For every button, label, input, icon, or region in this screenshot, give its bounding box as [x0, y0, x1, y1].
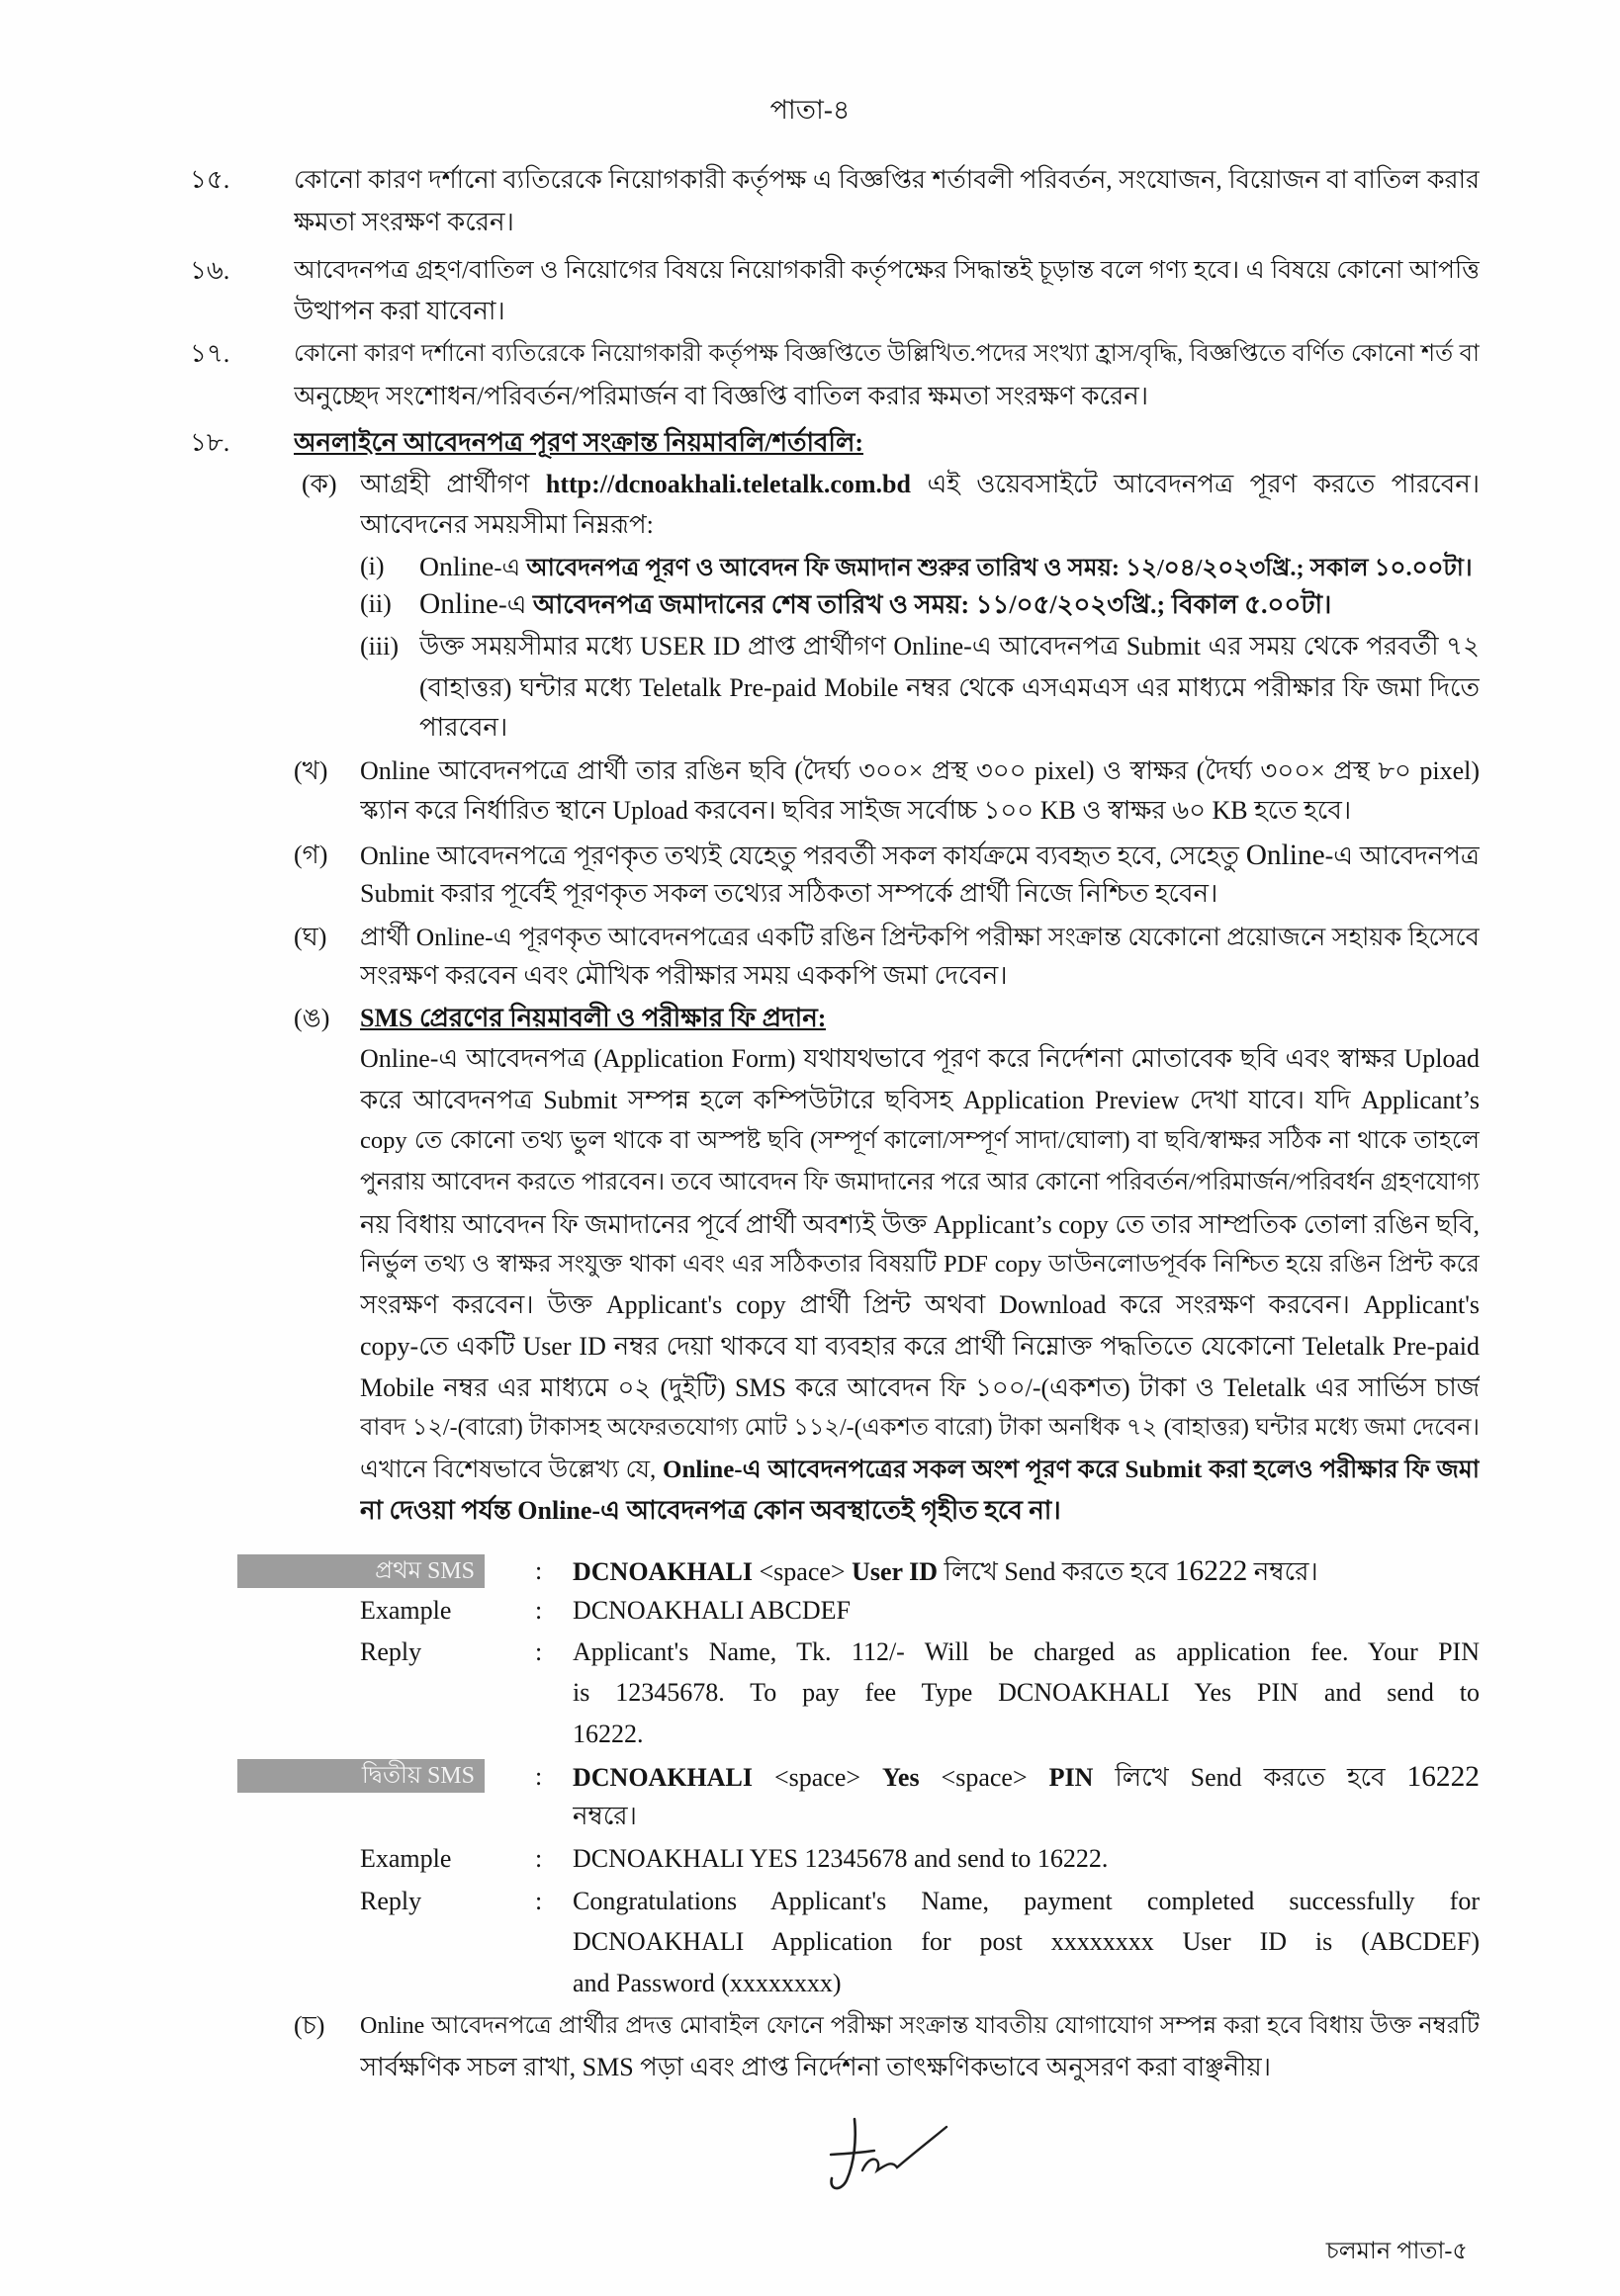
bold-text-run: User ID: [852, 1557, 938, 1586]
first-sms-format: [573, 1551, 1480, 1591]
item-16-number: ১৬.: [190, 256, 230, 285]
sms-paragraph-line-11: [360, 1451, 1480, 1490]
sub-item-ga-label: (গ): [294, 840, 328, 869]
sub-item-ka-label: (ক): [302, 470, 337, 498]
roman-iii-label: (iii): [360, 632, 399, 661]
sms-paragraph-line-6: নির্ভুল তথ্য ও স্বাক্ষর সংযুক্ত থাকা এবং এর সঠিকতার বিষয়টি PDF copy ডাউনলোডপূর্বক নিশ্চিত হয়ে রঙিন প্রিন্ট করে: [360, 1251, 1480, 1278]
sub-item-gha-label: (ঘ): [294, 923, 327, 951]
text-run: লিখে Send করতে হবে: [1093, 1763, 1407, 1792]
sms-paragraph-line-3: copy তে কোনো তথ্য ভুল থাকে বা অস্পষ্ট ছবি (সম্পূর্ণ কালো/সম্পূর্ণ সাদা/ঘোলা) বা ছবি/স্বাক্ষর সঠিক না থাকে তাহলে: [360, 1127, 1480, 1154]
application-end-date: [419, 584, 1480, 624]
large-text-run: Online: [419, 551, 495, 581]
first-sms-colon: :: [535, 1556, 543, 1585]
first-reply-colon: :: [535, 1637, 543, 1666]
sub-item-cha-label: (চ): [294, 2011, 325, 2040]
bold-text-run: আবেদনপত্র জমাদানের শেষ তারিখ ও সময়: ১১/০৫/২০২৩খ্রি.; বিকাল ৫.০০টা।: [532, 590, 1332, 619]
item-17-line-1: কোনো কারণ দর্শানো ব্যতিরেকে নিয়োগকারী কর্তৃপক্ষ বিজ্ঞপ্তিতে উল্লিখিত.পদের সংখ্যা হ্রাস/বৃদ্ধি, বিজ্ঞপ্তিতে বর্ণিত কোনো শর্ত বা: [294, 341, 1480, 367]
roman-iii-line-2: (বাহাত্তর) ঘন্টার মধ্যে Teletalk Pre-paid Mobile নম্বর থেকে এসএমএস এর মাধ্যমে পরীক্ষার ফি জমা দিতে: [419, 673, 1480, 702]
item-18-number: ১৮.: [190, 428, 230, 457]
sms-paragraph-line-10: বাবদ ১২/-(বারো) টাকাসহ অফেরতযোগ্য মোট ১১২/-(একশত বারো) টাকা অনধিক ৭২ (বাহাত্তর) ঘন্টার মধ্যে জমা দেবেন।: [360, 1415, 1480, 1441]
second-reply-label: Reply: [360, 1887, 422, 1915]
text-run: -এ আবেদনপত্র: [1324, 841, 1480, 870]
page-header: পাতা-৪: [769, 95, 851, 125]
second-reply-line-3: and Password (xxxxxxxx): [573, 1969, 842, 1997]
bold-text-run: আবেদনপত্র পূরণ ও আবেদন ফি জমাদান শুরুর তারিখ ও সময়: ১২/০৪/২০২৩খ্রি.; সকাল ১০.০০টা।: [526, 555, 1473, 581]
bold-text-run: PIN: [1048, 1763, 1094, 1792]
second-reply-colon: :: [535, 1887, 543, 1915]
text-run: Online আবেদনপত্রে পূরণকৃত তথ্যই যেহেতু পরবর্তী সকল কার্যক্রমে ব্যবহৃত হবে, সেহেতু: [360, 841, 1246, 870]
text-run: <space>: [919, 1763, 1049, 1792]
first-example-label: Example: [360, 1596, 452, 1625]
item-17-number: ১৭.: [190, 339, 230, 368]
bold-text-run: Online-এ আবেদনপত্রের সকল অংশ পূরণ করে Submit করা হলেও পরীক্ষার ফি জমা: [663, 1457, 1480, 1483]
roman-i-label: (i): [360, 552, 385, 580]
roman-iii-line-3: পারবেন।: [419, 713, 508, 742]
item-16-line-2: উত্থাপন করা যাবেনা।: [294, 297, 505, 325]
first-reply-line-3: 16222.: [573, 1720, 644, 1748]
second-reply-line-2: DCNOAKHALI Application for post xxxxxxxx User ID is (ABCDEF): [573, 1927, 1480, 1956]
sms-paragraph-line-5: নয় বিধায় আবেদন ফি জমাদানের পূর্বে প্রার্থী অবশ্যই উক্ত Applicant’s copy তে তার সাম্প্রতিক তোলা রঙিন ছবি,: [360, 1210, 1480, 1239]
first-example-colon: :: [535, 1596, 543, 1625]
first-example-value: DCNOAKHALI ABCDEF: [573, 1596, 851, 1625]
sub-item-kha-line-2: স্ক্যান করে নির্ধারিত স্থানে Upload করবেন। ছবির সাইজ সর্বোচ্চ ১০০ KB ও স্বাক্ষর ৬০ KB হতে হবে।: [360, 796, 1352, 825]
sms-paragraph-line-9: Mobile নম্বর এর মাধ্যমে ০২ (দুইটি) SMS করে আবেদন ফি ১০০/-(একশত) টাকা ও Teletalk এর সার্ভিস চার্জ: [360, 1373, 1480, 1402]
item-17-line-2: অনুচ্ছেদ সংশোধন/পরিবর্তন/পরিমার্জন বা বিজ্ঞপ্তি বাতিল করার ক্ষমতা সংরক্ষণ করেন।: [294, 382, 1149, 410]
application-start-date: [419, 547, 1480, 586]
first-reply-label: Reply: [360, 1637, 422, 1666]
text-run: -এ: [494, 555, 527, 581]
sms-paragraph-line-8: copy-তে একটি User ID নম্বর দেয়া থাকবে যা ব্যবহার করে প্রার্থী নিম্নোক্ত পদ্ধতিতে যেকোনো Teletalk Pre-paid: [360, 1332, 1480, 1361]
text-run: লিখে Send করতে হবে: [938, 1557, 1175, 1586]
first-reply-line-2: is 12345678. To pay fee Type DCNOAKHALI Yes PIN and send to: [573, 1678, 1480, 1707]
text-run: <space>: [753, 1557, 853, 1586]
second-example-value: DCNOAKHALI YES 12345678 and send to 16222.: [573, 1844, 1109, 1873]
text-run: এখানে বিশেষভাবে উল্লেখ্য যে,: [360, 1457, 664, 1483]
text-run: আগ্রহী প্রার্থীগণ: [360, 470, 546, 498]
sub-item-kha-line-1: Online আবেদনপত্রে প্রার্থী তার রঙিন ছবি (দৈর্ঘ্য ৩০০× প্রস্থ ৩০০ pixel) ও স্বাক্ষর (দৈর্ঘ্য ৩০০× প্রস্থ ৮০ pixel): [360, 756, 1480, 785]
roman-iii-line-1: উক্ত সময়সীমার মধ্যে USER ID প্রাপ্ত প্রার্থীগণ Online-এ আবেদনপত্র Submit এর সময় থেকে পরবর্তী ৭২: [419, 632, 1480, 661]
text-run: <space>: [753, 1763, 883, 1792]
item-15-number: ১৫.: [190, 165, 230, 194]
item-15-line-2: ক্ষমতা সংরক্ষণ করেন।: [294, 208, 514, 236]
second-reply-line-1: Congratulations Applicant's Name, payment completed successfully for: [573, 1887, 1480, 1915]
sub-item-kha-label: (খ): [294, 756, 328, 785]
item-18-heading: অনলাইনে আবেদনপত্র পূরণ সংক্রান্ত নিয়মাবলি/শর্তাবলি:: [294, 428, 863, 457]
sub-item-cha-line-1: Online আবেদনপত্রে প্রার্থীর প্রদত্ত মোবাইল ফোনে পরীক্ষা সংক্রান্ত যাবতীয় যোগাযোগ সম্পন্ন করা হবে বিধায় উক্ত নম্বরটি: [360, 2013, 1480, 2039]
sub-item-ga-line-2: Submit করার পূর্বেই পূরণকৃত সকল তথ্যের সঠিকতা সম্পর্কে প্রার্থী নিজে নিশ্চিত হবেন।: [360, 879, 1218, 908]
signature: [821, 2111, 949, 2202]
sub-item-ka-line-2: আবেদনের সময়সীমা নিম্নরূপ:: [360, 510, 654, 539]
item-16-line-1: আবেদনপত্র গ্রহণ/বাতিল ও নিয়োগের বিষয়ে নিয়োগকারী কর্তৃপক্ষের সিদ্ধান্তই চূড়ান্ত বলে গণ্য হবে। এ বিষয়ে কোনো আপত্তি: [294, 257, 1480, 284]
sub-item-ga-line-1: [360, 836, 1480, 875]
sms-rules-heading: SMS প্রেরণের নিয়মাবলী ও পরীক্ষার ফি প্রদান:: [360, 1004, 827, 1032]
second-sms-format-line-2: নম্বরে।: [573, 1802, 637, 1830]
bold-text-run: Yes: [882, 1763, 920, 1792]
bold-text-run: http://dcnoakhali.teletalk.com.bd: [545, 470, 911, 498]
large-text-run: 16222: [1174, 1555, 1248, 1587]
sms-paragraph-line-2: করে আবেদনপত্র Submit সম্পন্ন হলে কম্পিউটারে ছবিসহ Application Preview দেখা যাবে। যদি Applicant’s: [360, 1086, 1480, 1114]
large-text-run: 16222: [1406, 1761, 1480, 1793]
second-example-label: Example: [360, 1844, 452, 1873]
second-sms-label: দ্বিতীয় SMS: [237, 1759, 485, 1793]
sub-item-umo-label: (ঙ): [294, 1004, 330, 1032]
sms-paragraph-line-1: Online-এ আবেদনপত্র (Application Form) যথাযথভাবে পূরণ করে নির্দেশনা মোতাবেক ছবি এবং স্বাক্ষর Upload: [360, 1044, 1480, 1073]
second-sms-colon: :: [535, 1762, 543, 1791]
page-footer: চলমান পাতা-৫: [1325, 2239, 1468, 2264]
roman-ii-label: (ii): [360, 589, 392, 618]
first-sms-label: প্রথম SMS: [237, 1554, 485, 1588]
text-run: -এ: [497, 590, 533, 619]
sms-paragraph-line-7: সংরক্ষণ করবেন। উক্ত Applicant's copy প্রার্থী প্রিন্ট অথবা Download করে সংরক্ষণ করবেন। Applicant's: [360, 1290, 1480, 1319]
sms-paragraph-line-12: না দেওয়া পর্যন্ত Online-এ আবেদনপত্র কোন অবস্থাতেই গৃহীত হবে না।: [360, 1496, 1061, 1525]
large-text-run: Online: [1245, 839, 1325, 871]
second-sms-format-line-1: [573, 1757, 1480, 1797]
text-run: এই ওয়েবসাইটে আবেদনপত্র পূরণ করতে পারবেন।: [910, 470, 1480, 498]
second-example-colon: :: [535, 1844, 543, 1873]
bold-text-run: DCNOAKHALI: [573, 1763, 754, 1792]
large-text-run: Online: [419, 588, 498, 620]
sub-item-gha-line-1: প্রার্থী Online-এ পূরণকৃত আবেদনপত্রের একটি রঙিন প্রিন্টকপি পরীক্ষা সংক্রান্ত যেকোনো প্রয়োজনে সহায়ক হিসেবে: [360, 923, 1480, 951]
bold-text-run: DCNOAKHALI: [573, 1557, 754, 1586]
sms-paragraph-line-4: পুনরায় আবেদন করতে পারবেন। তবে আবেদন ফি জমাদানের পরে আর কোনো পরিবর্তন/পরিমার্জন/পরিবর্ধন গ্রহণযোগ্য: [360, 1169, 1480, 1195]
first-reply-line-1: Applicant's Name, Tk. 112/- Will be charged as application fee. Your PIN: [573, 1637, 1480, 1666]
item-15-line-1: কোনো কারণ দর্শানো ব্যতিরেকে নিয়োগকারী কর্তৃপক্ষ এ বিজ্ঞপ্তির শর্তাবলী পরিবর্তন, সংযোজন, বিয়োজন বা বাতিল করার: [294, 165, 1480, 194]
sub-item-cha-line-2: সার্বক্ষণিক সচল রাখা, SMS পড়া এবং প্রাপ্ত নির্দেশনা তাৎক্ষণিকভাবে অনুসরণ করা বাঞ্ছনীয়।: [360, 2053, 1272, 2081]
sub-item-ka-line-1: [360, 465, 1480, 504]
text-run: নম্বরে।: [1247, 1557, 1318, 1586]
sub-item-gha-line-2: সংরক্ষণ করবেন এবং মৌখিক পরীক্ষার সময় এককপি জমা দেবেন।: [360, 961, 1008, 990]
